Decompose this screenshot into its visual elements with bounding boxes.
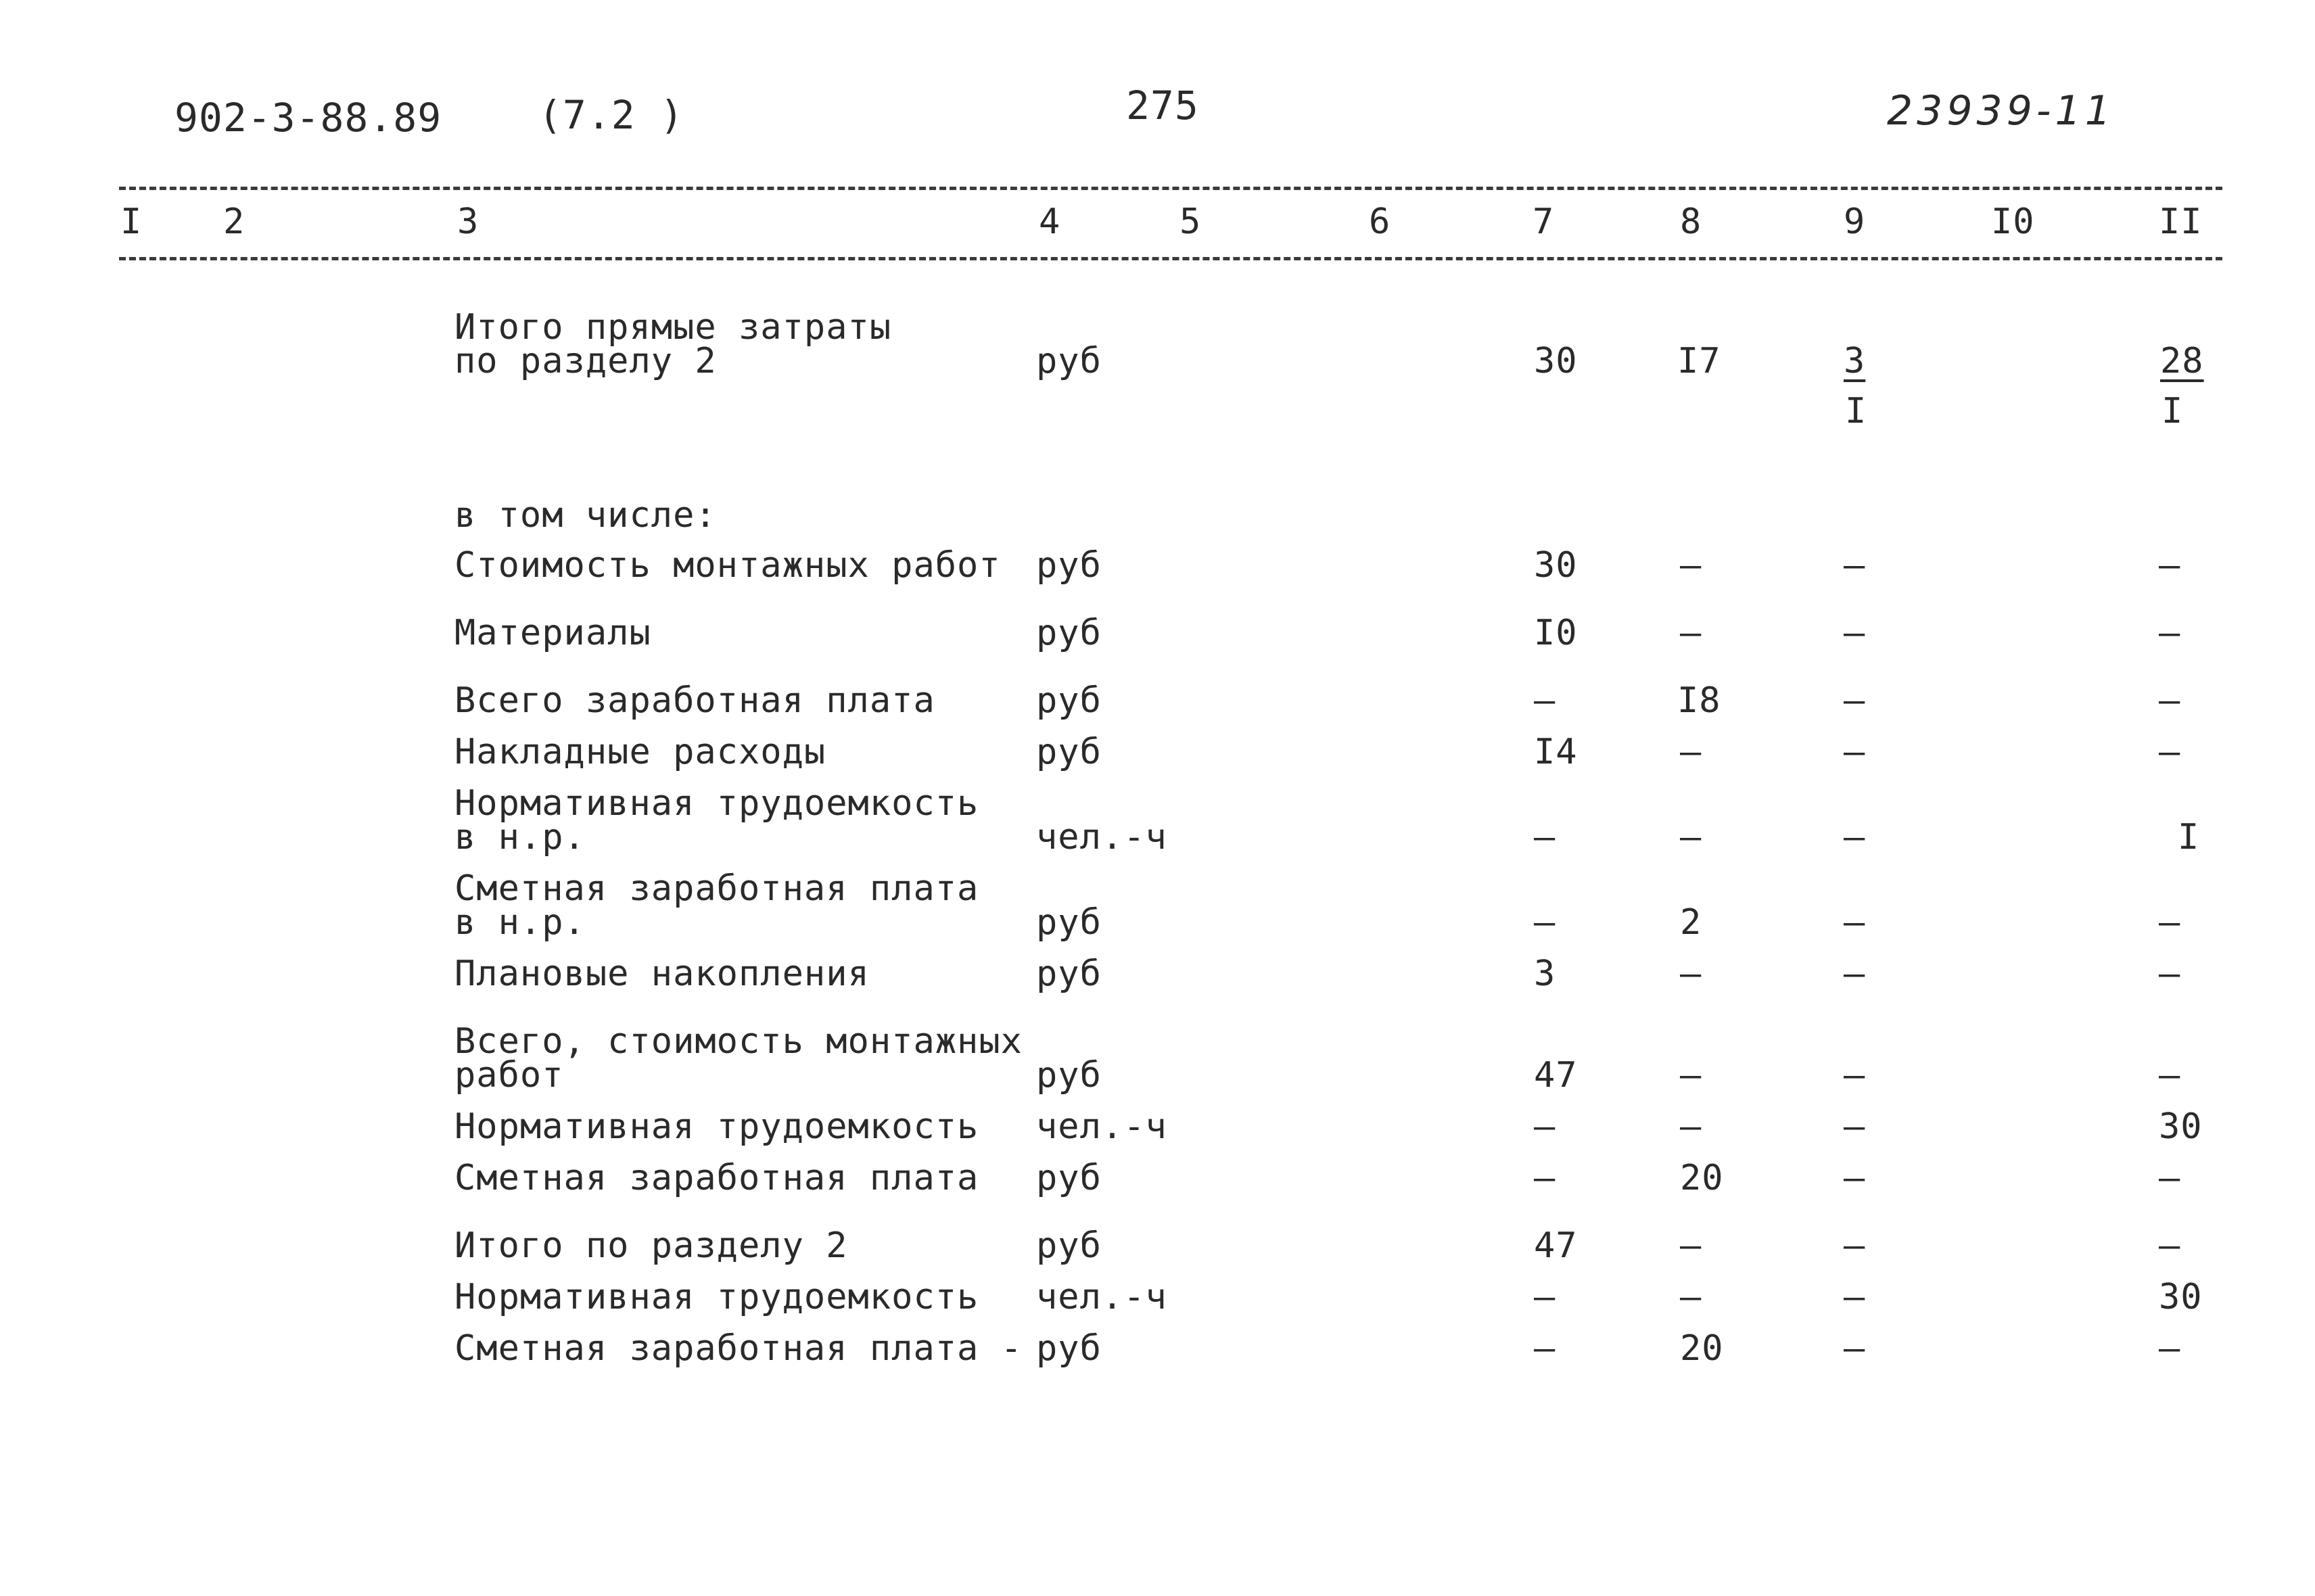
col9-value: 3 bbox=[1844, 341, 1866, 381]
row-label-cont: по разделу 2 bbox=[454, 341, 717, 381]
col11-value: – bbox=[2159, 680, 2181, 721]
col8-value: – bbox=[1680, 954, 1702, 994]
col-header-5: 5 bbox=[1179, 202, 1202, 242]
col-header-10: I0 bbox=[1991, 202, 2035, 242]
row-unit: чел.-ч bbox=[1036, 817, 1167, 858]
row-unit: руб bbox=[1036, 954, 1102, 994]
col9-value: – bbox=[1844, 817, 1866, 858]
row-label: Накладные расходы bbox=[454, 732, 826, 772]
col7-value: – bbox=[1534, 817, 1556, 858]
page-number: 275 bbox=[1126, 83, 1199, 128]
row-unit: руб bbox=[1036, 1055, 1102, 1096]
handwritten-reference: 23939-11 bbox=[1887, 87, 2115, 135]
col9-value: – bbox=[1844, 680, 1866, 721]
doc-code: 902-3-88.89 bbox=[174, 95, 442, 141]
col9-value: – bbox=[1844, 545, 1866, 586]
subheading-including: в том числе: bbox=[454, 495, 717, 536]
col11-value: – bbox=[2159, 1158, 2181, 1198]
col7-value: I0 bbox=[1534, 613, 1578, 653]
col9-value: – bbox=[1844, 1277, 1866, 1317]
row-label: Всего заработная плата bbox=[454, 680, 935, 721]
row-unit: чел.-ч bbox=[1036, 1106, 1167, 1147]
row-label: Итого прямые затраты bbox=[454, 307, 892, 348]
col8-value: – bbox=[1680, 732, 1702, 772]
col-header-11: II bbox=[2159, 202, 2203, 242]
row-unit: руб bbox=[1036, 680, 1102, 721]
col9-value: – bbox=[1844, 732, 1866, 772]
col11-value: – bbox=[2159, 1328, 2181, 1369]
col7-value: – bbox=[1534, 1277, 1556, 1317]
col8-value: I8 bbox=[1677, 680, 1721, 721]
col8-value: I7 bbox=[1677, 341, 1721, 381]
col-header-7: 7 bbox=[1533, 202, 1555, 242]
row-label: Сметная заработная плата bbox=[454, 868, 979, 909]
header-top-rule bbox=[119, 187, 2222, 190]
col9-value: – bbox=[1844, 1328, 1866, 1369]
col7-value: – bbox=[1534, 902, 1556, 943]
col8-value: – bbox=[1680, 613, 1702, 653]
col8-value: – bbox=[1680, 1055, 1702, 1096]
row-label: Всего, стоимость монтажных bbox=[454, 1021, 1023, 1062]
col11-subvalue: I bbox=[2161, 391, 2184, 431]
col8-value: – bbox=[1680, 545, 1702, 586]
col11-value: – bbox=[2159, 1225, 2181, 1266]
col11-value: I bbox=[2178, 817, 2200, 858]
col8-value: – bbox=[1680, 1106, 1702, 1147]
col9-value: – bbox=[1844, 1106, 1866, 1147]
col11-value: – bbox=[2159, 613, 2181, 653]
col7-value: 47 bbox=[1534, 1055, 1578, 1096]
col7-value: – bbox=[1534, 680, 1556, 721]
col8-value: – bbox=[1680, 1225, 1702, 1266]
col-header-6: 6 bbox=[1369, 202, 1391, 242]
col-header-8: 8 bbox=[1680, 202, 1702, 242]
col9-value: – bbox=[1844, 1225, 1866, 1266]
col9-value: – bbox=[1844, 1055, 1866, 1096]
row-label: Нормативная трудоемкость bbox=[454, 1106, 979, 1147]
col11-value: – bbox=[2159, 732, 2181, 772]
col9-value: – bbox=[1844, 902, 1866, 943]
row-unit: чел.-ч bbox=[1036, 1277, 1167, 1317]
col8-value: – bbox=[1680, 817, 1702, 858]
col7-value: 47 bbox=[1534, 1225, 1578, 1266]
row-label: Нормативная трудоемкость bbox=[454, 1277, 979, 1317]
col9-value: – bbox=[1844, 1158, 1866, 1198]
row-unit: руб bbox=[1036, 1158, 1102, 1198]
row-label: Сметная заработная плата bbox=[454, 1158, 979, 1198]
col-header-1: I bbox=[120, 202, 143, 242]
col7-value: 30 bbox=[1534, 545, 1578, 586]
row-label-cont: работ bbox=[454, 1055, 564, 1096]
col11-value: 28 bbox=[2160, 341, 2204, 381]
row-label-cont: в н.р. bbox=[454, 817, 586, 858]
row-label: Сметная заработная плата - bbox=[454, 1328, 1023, 1369]
row-label: Плановые накопления bbox=[454, 954, 870, 994]
col7-value: – bbox=[1534, 1328, 1556, 1369]
col7-value: – bbox=[1534, 1158, 1556, 1198]
row-unit: руб bbox=[1036, 613, 1102, 653]
col9-value: – bbox=[1844, 954, 1866, 994]
row-unit: руб bbox=[1036, 902, 1102, 943]
col11-value: 30 bbox=[2159, 1106, 2203, 1147]
col7-value: – bbox=[1534, 1106, 1556, 1147]
col11-value: – bbox=[2159, 902, 2181, 943]
col-header-9: 9 bbox=[1844, 202, 1866, 242]
row-label: Стоимость монтажных работ bbox=[454, 545, 1001, 586]
row-label: Нормативная трудоемкость bbox=[454, 783, 979, 824]
col7-value: 3 bbox=[1534, 954, 1556, 994]
col8-value: 20 bbox=[1680, 1328, 1724, 1369]
col11-value: – bbox=[2159, 1055, 2181, 1096]
col8-value: – bbox=[1680, 1277, 1702, 1317]
row-unit: руб bbox=[1036, 341, 1102, 381]
col7-value: 30 bbox=[1534, 341, 1578, 381]
row-label-cont: в н.р. bbox=[454, 902, 586, 943]
col11-value: 30 bbox=[2159, 1277, 2203, 1317]
col9-subvalue: I bbox=[1845, 391, 1867, 431]
col11-value: – bbox=[2159, 545, 2181, 586]
col8-value: 20 bbox=[1680, 1158, 1724, 1198]
col-header-2: 2 bbox=[223, 202, 245, 242]
row-label: Итого по разделу 2 bbox=[454, 1225, 848, 1266]
col-header-3: 3 bbox=[457, 202, 480, 242]
row-label: Материалы bbox=[454, 613, 651, 653]
col8-value: 2 bbox=[1680, 902, 1702, 943]
row-unit: руб bbox=[1036, 732, 1102, 772]
col11-value: – bbox=[2159, 954, 2181, 994]
section-number: (7.2 ) bbox=[538, 92, 684, 138]
row-unit: руб bbox=[1036, 1225, 1102, 1266]
row-unit: руб bbox=[1036, 545, 1102, 586]
col-header-4: 4 bbox=[1039, 202, 1061, 242]
col7-value: I4 bbox=[1534, 732, 1578, 772]
col9-value: – bbox=[1844, 613, 1866, 653]
row-unit: руб bbox=[1036, 1328, 1102, 1369]
header-bottom-rule bbox=[119, 257, 2222, 260]
